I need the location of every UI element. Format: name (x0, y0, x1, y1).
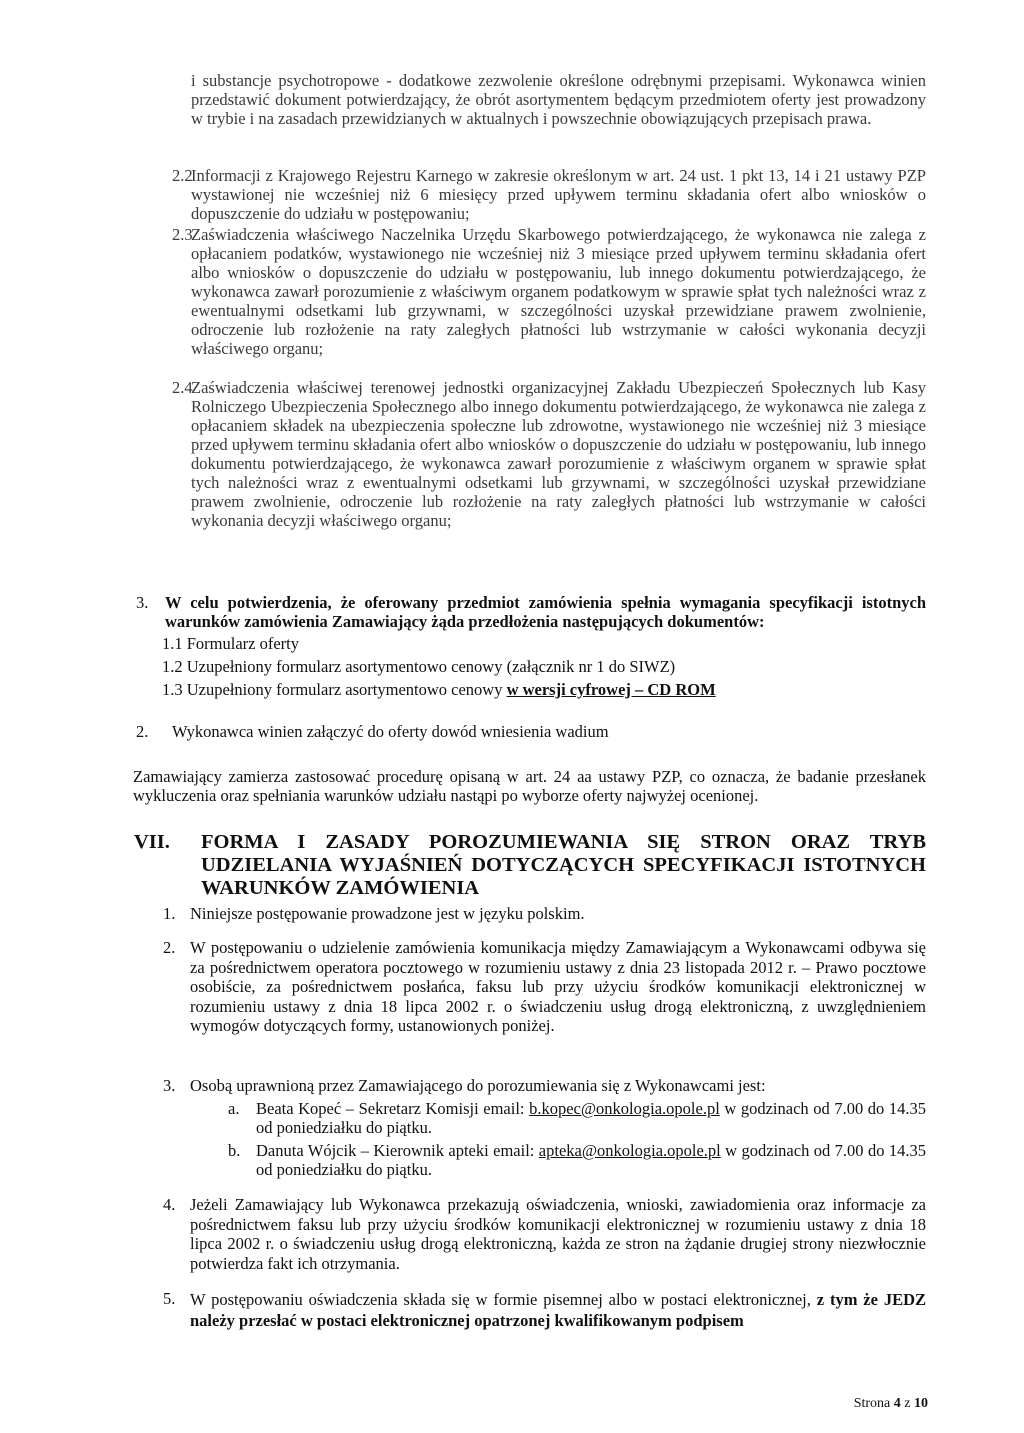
procedure-note (133, 767, 926, 805)
vii-item-5-text: W postępowaniu oświadczenia składa się w formie pisemnej albo w postaci elektronicznej, (190, 1290, 817, 1309)
item-num-2-2: 2.2 (172, 166, 193, 185)
section-3-title (165, 593, 926, 631)
section-3-item-3 (162, 680, 716, 699)
contact-b-text: Danuta Wójcik – Kierownik apteki email: (256, 1141, 539, 1160)
procedure-note-text: Zamawiający zamierza zastosować procedurę opisaną w art. 24 aa ustawy PZP, co oznacza, że badanie przesłanek wykluczenia oraz spełniania warunków udziału nastąpi po wyborze oferty najwyżej ocenionej. (133, 767, 926, 805)
vii-item-1-num: 1. (163, 904, 176, 923)
contact-b-email-link[interactable]: apteka@onkologia.opole.pl (538, 1141, 721, 1160)
item-2-2-text: Informacji z Krajowego Rejestru Karnego w zakresie określonym w art. 24 ust. 1 pkt 13, 14 i 21 ustawy PZP wystawionej nie wcześniej niż 6 miesięcy przed upływem terminu składania ofert albo wniosków o dopuszczenie do udziału w postępowaniu; (191, 166, 926, 223)
vii-item-2-num: 2. (163, 938, 176, 957)
section-vii-num: VII. (134, 831, 170, 853)
section-vii-heading-text: FORMA I ZASADY POROZUMIEWANIA SIĘ STRON ORAZ TRYB UDZIELANIA WYJAŚNIEŃ DOTYCZĄCYCH SPECYFIKACJI ISTOTNYCH WARUNKÓW ZAMÓWIENIA (201, 831, 926, 899)
item-2-2 (191, 166, 926, 223)
section-3-num: 3. (136, 593, 149, 612)
section-vii-heading (201, 831, 926, 900)
contact-a-email-link[interactable]: b.kopec@onkologia.opole.pl (529, 1099, 720, 1118)
vii-item-5-num: 5. (163, 1289, 176, 1308)
paragraph-intro (191, 71, 926, 128)
section-3-item-3-text: 1.3 Uzupełniony formularz asortymentowo cenowy (162, 680, 507, 699)
vii-item-3b-num: b. (228, 1141, 241, 1160)
page-current: 4 (893, 1396, 901, 1411)
contact-b-hours: w godzinach od 7.00 do 14.35 od poniedziałku do piątku. (256, 1141, 926, 1179)
contact-a-text: Beata Kopeć – Sekretarz Komisji email: (256, 1099, 530, 1118)
section-3-item-2: 1.2 Uzupełniony formularz asortymentowo cenowy (załącznik nr 1 do SIWZ) (162, 657, 676, 676)
item-2-3-text: Zaświadczenia właściwego Naczelnika Urzędu Skarbowego potwierdzającego, że wykonawca nie zalega z opłacaniem podatków, wystawionego nie wcześniej niż 3 miesiące przed upływem terminu składania ofert albo wniosków o dopuszczenie do udziału w postępowaniu, lub innego dokumentu potwierdzającego, że wykonawca zawarł porozumienie z właściwym organem podatkowym w sprawie spłat tych należności wraz z ewentualnymi odsetkami lub grzywnami, w szczególności uzyskał przewidziane prawem zwolnienie, odroczenie lub rozłożenie na raty zaległych płatności lub wstrzymanie w całości wykonania decyzji właściwego organu; (191, 225, 926, 358)
vii-item-3a-num: a. (228, 1099, 240, 1118)
item-num-2-3: 2.3 (172, 225, 193, 244)
item-2-wadium-num: 2. (136, 722, 149, 741)
item-num-2-4: 2.4 (172, 378, 193, 397)
vii-item-3-num: 3. (163, 1076, 176, 1095)
vii-item-2-text: W postępowaniu o udzielenie zamówienia komunikacja między Zamawiającym a Wykonawcami odbywa się za pośrednictwem operatora pocztowego w rozumieniu ustawy z dnia 23 listopada 2012 r. – Prawo pocztowe osobiście, za pośrednictwem posłańca, faksu lub przy użyciu środków komunikacji elektronicznej w rozumieniu ustawy z dnia 18 lipca 2002 r. o świadczeniu usług drogą elektroniczną, z uwzględnieniem wymogów dotyczących formy, ustanowionych poniżej. (190, 938, 926, 1035)
page-number-prefix: Strona (853, 1396, 894, 1411)
vii-item-3b (256, 1141, 926, 1179)
vii-item-4-text: Jeżeli Zamawiający lub Wykonawca przekazują oświadczenia, wnioski, zawiadomienia oraz informacje za pośrednictwem faksu lub przy użyciu środków komunikacji elektronicznej w rozumieniu ustawy z dnia 18 lipca 2002 r. o świadczeniu usług drogą elektroniczną, każda ze stron na żądanie drugiej strony niezwłocznie potwierdza fakt ich otrzymania. (190, 1195, 926, 1273)
vii-item-5-emphasis: z tym że JEDZ należy przesłać w postaci elektronicznej opatrzonej kwalifikowanym podpisem (190, 1290, 926, 1330)
page-number (854, 1396, 928, 1412)
item-2-4 (191, 378, 926, 530)
item-2-3 (191, 225, 926, 358)
vii-item-1: Niniejsze postępowanie prowadzone jest w języku polskim. (190, 904, 585, 923)
section-3-title-text: W celu potwierdzenia, że oferowany przedmiot zamówienia spełnia wymagania specyfikacji istotnych warunków zamówienia Zamawiający żąda przedłożenia następujących dokumentów: (165, 593, 926, 631)
vii-item-3a (256, 1099, 926, 1137)
section-3-item-1: 1.1 Formularz oferty (162, 634, 300, 653)
page-total: 10 (914, 1396, 928, 1411)
vii-item-2 (190, 938, 926, 1036)
intro-text: i substancje psychotropowe - dodatkowe zezwolenie określone odrębnymi przepisami. Wykonawca winien przedstawić dokument potwierdzający, że obrót asortymentem będącym przedmiotem oferty jest prowadzony w trybie i na zasadach przewidzianych w aktualnych i powszechnie obowiązujących przepisach prawa. (191, 71, 926, 128)
item-2-4-text: Zaświadczenia właściwej terenowej jednostki organizacyjnej Zakładu Ubezpieczeń Społecznych lub Kasy Rolniczego Ubezpieczenia Społecznego albo innego dokumentu potwierdzającego, że wykonawca nie zalega z opłacaniem składek na ubezpieczenia społeczne lub zdrowotne, wystawionego nie wcześniej niż 3 miesiące przed upływem terminu składania ofert albo wniosków o dopuszczenie do udziału w postępowaniu, lub innego dokumentu potwierdzającego, że wykonawca zawarł porozumienie z właściwym organem w sprawie spłat tych należności wraz z ewentualnymi odsetkami lub grzywnami, w szczególności uzyskał przewidziane prawem zwolnienie, odroczenie lub rozłożenie na raty zaległych płatności lub wstrzymanie w całości wykonania decyzji właściwego organu; (191, 378, 926, 530)
contact-a-hours: w godzinach od 7.00 do 14.35 od poniedziałku do piątku. (256, 1099, 926, 1137)
page-number-separator: z (900, 1396, 914, 1411)
item-2-wadium: Wykonawca winien załączyć do oferty dowód wniesienia wadium (172, 722, 609, 741)
vii-item-4 (190, 1195, 926, 1273)
vii-item-3: Osobą uprawnioną przez Zamawiającego do porozumiewania się z Wykonawcami jest: (190, 1076, 766, 1095)
vii-item-5 (190, 1289, 926, 1331)
vii-item-4-num: 4. (163, 1195, 176, 1214)
section-3-item-3-emphasis: w wersji cyfrowej – CD ROM (506, 680, 716, 699)
